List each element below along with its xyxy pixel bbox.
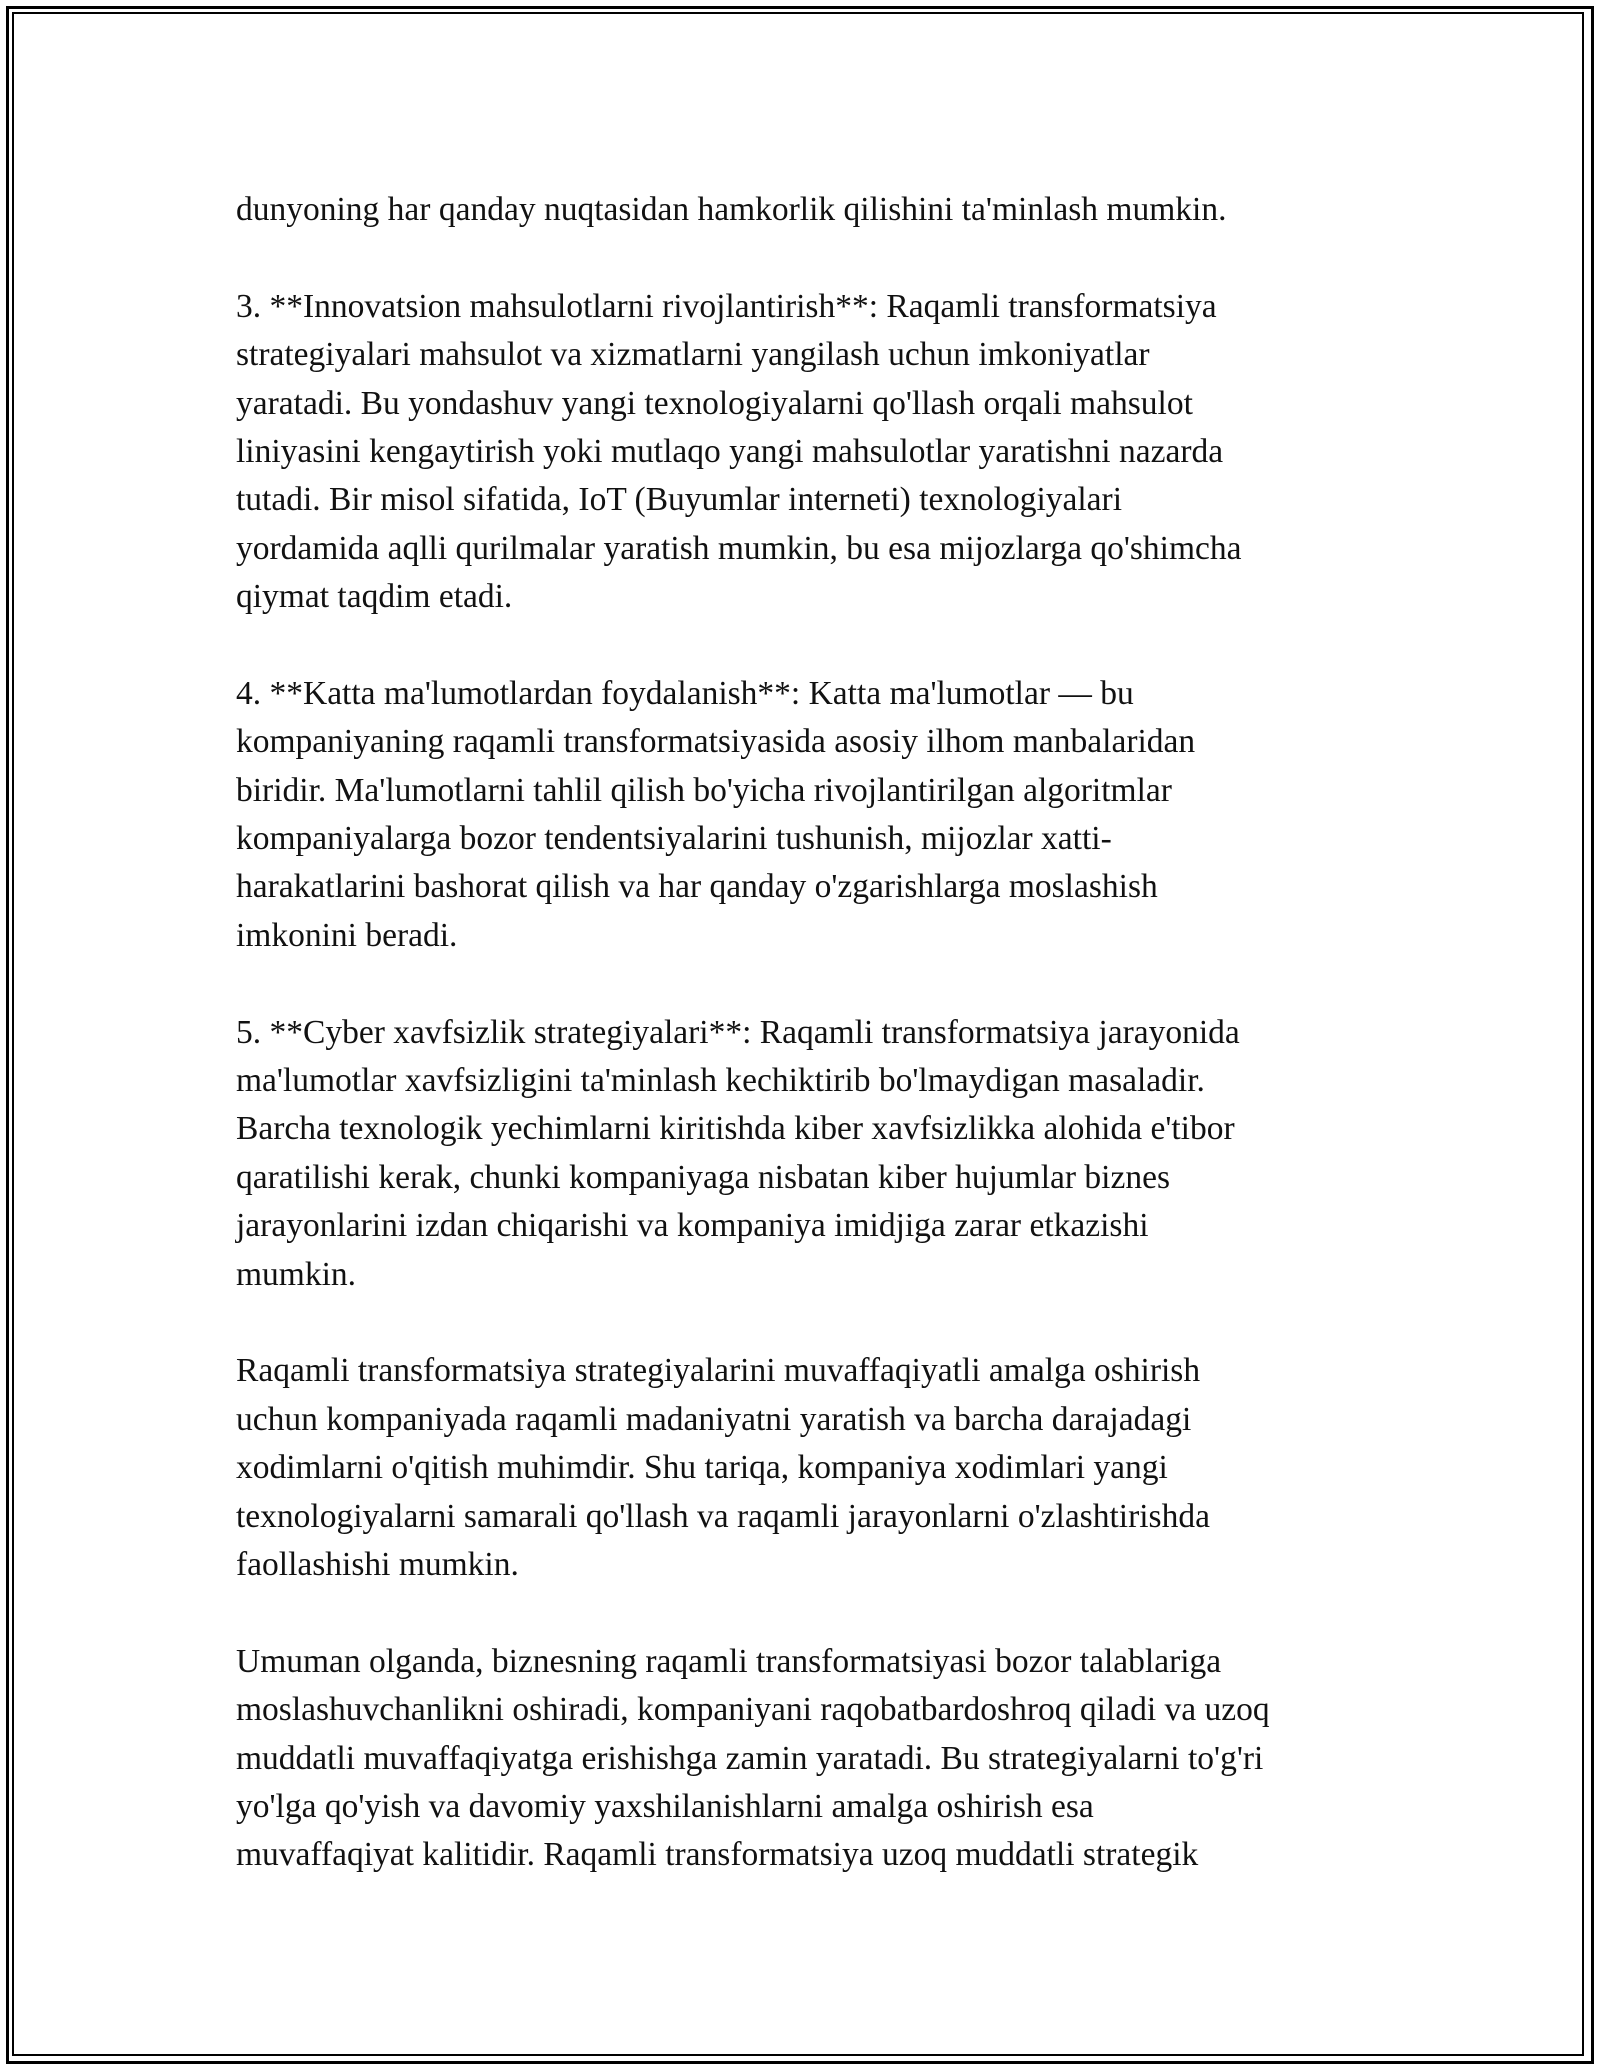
text-line: harakatlarini bashorat qilish va har qanday o'zgarishlarga moslashish bbox=[236, 868, 1158, 906]
text-line: Raqamli transformatsiya strategiyalarini muvaffaqiyatli amalga oshirish bbox=[236, 1352, 1201, 1390]
text-line: 3. **Innovatsion mahsulotlarni rivojlantirish**: Raqamli transformatsiya bbox=[236, 287, 1217, 325]
text-line: 4. **Katta ma'lumotlardan foydalanish**: Katta ma'lumotlar — bu bbox=[236, 674, 1134, 712]
text-line: qiymat taqdim etadi. bbox=[236, 578, 513, 616]
text-line: imkonini beradi. bbox=[236, 916, 458, 954]
text-line: qaratilishi kerak, chunki kompaniyaga nisbatan kiber hujumlar biznes bbox=[236, 1158, 1171, 1196]
text-line: dunyoning har qanday nuqtasidan hamkorlik qilishini ta'minlash mumkin. bbox=[236, 191, 1227, 228]
text-line: jarayonlarini izdan chiqarishi va kompaniya imidjiga zarar etkazishi bbox=[236, 1207, 1149, 1245]
text-line: kompaniyaning raqamli transformatsiyasida asosiy ilhom manbalaridan bbox=[236, 723, 1196, 761]
paragraph-conclusion bbox=[236, 1638, 1376, 1880]
text-line: uchun kompaniyada raqamli madaniyatni yaratish va barcha darajadagi bbox=[236, 1400, 1192, 1438]
text-line: liniyasini kengaytirish yoki mutlaqo yangi mahsulotlar yaratishni nazarda bbox=[236, 432, 1224, 470]
text-line: kompaniyalarga bozor tendentsiyalarini tushunish, mijozlar xatti- bbox=[236, 820, 1112, 858]
text-line: tutadi. Bir misol sifatida, IoT (Buyumlar interneti) texnologiyalari bbox=[236, 481, 1123, 519]
text-line: Barcha texnologik yechimlarni kiritishda kiber xavfsizlikka alohida e'tibor bbox=[236, 1110, 1235, 1148]
document-body bbox=[236, 186, 1376, 1928]
text-line: ma'lumotlar xavfsizligini ta'minlash kechiktirib bo'lmaydigan masaladir. bbox=[236, 1062, 1205, 1100]
text-line: moslashuvchanlikni oshiradi, kompaniyani raqobatbardoshroq qiladi va uzoq bbox=[236, 1691, 1270, 1729]
text-line: muvaffaqiyat kalitidir. Raqamli transformatsiya uzoq muddatli strategik bbox=[236, 1836, 1199, 1874]
text-line: mumkin. bbox=[236, 1255, 357, 1293]
text-line: texnologiyalarni samarali qo'llash va raqamli jarayonlarni o'zlashtirishda bbox=[236, 1497, 1210, 1535]
text-line: Umuman olganda, biznesning raqamli transformatsiyasi bozor talablariga bbox=[236, 1642, 1222, 1680]
paragraph-culture bbox=[236, 1347, 1376, 1589]
text-line: xodimlarni o'qitish muhimdir. Shu tariqa, kompaniya xodimlari yangi bbox=[236, 1449, 1168, 1487]
paragraph-item-5 bbox=[236, 1009, 1376, 1299]
text-line: yo'lga qo'yish va davomiy yaxshilanishlarni amalga oshirish esa bbox=[236, 1787, 1094, 1825]
text-line: muddatli muvaffaqiyatga erishishga zamin yaratadi. Bu strategiyalarni to'g'ri bbox=[236, 1739, 1264, 1777]
text-line: faollashishi mumkin. bbox=[236, 1545, 519, 1583]
text-line: yaratadi. Bu yondashuv yangi texnologiyalarni qo'llash orqali mahsulot bbox=[236, 384, 1193, 422]
text-line: yordamida aqlli qurilmalar yaratish mumkin, bu esa mijozlarga qo'shimcha bbox=[236, 529, 1242, 567]
paragraph-item-4 bbox=[236, 670, 1376, 960]
paragraph-item-3 bbox=[236, 283, 1376, 622]
text-line: strategiyalari mahsulot va xizmatlarni yangilash uchun imkoniyatlar bbox=[236, 336, 1150, 374]
text-line: 5. **Cyber xavfsizlik strategiyalari**: Raqamli transformatsiya jarayonida bbox=[236, 1013, 1240, 1051]
paragraph-continuation bbox=[236, 186, 1376, 234]
text-line: biridir. Ma'lumotlarni tahlil qilish bo'yicha rivojlantirilgan algoritmlar bbox=[236, 771, 1172, 809]
